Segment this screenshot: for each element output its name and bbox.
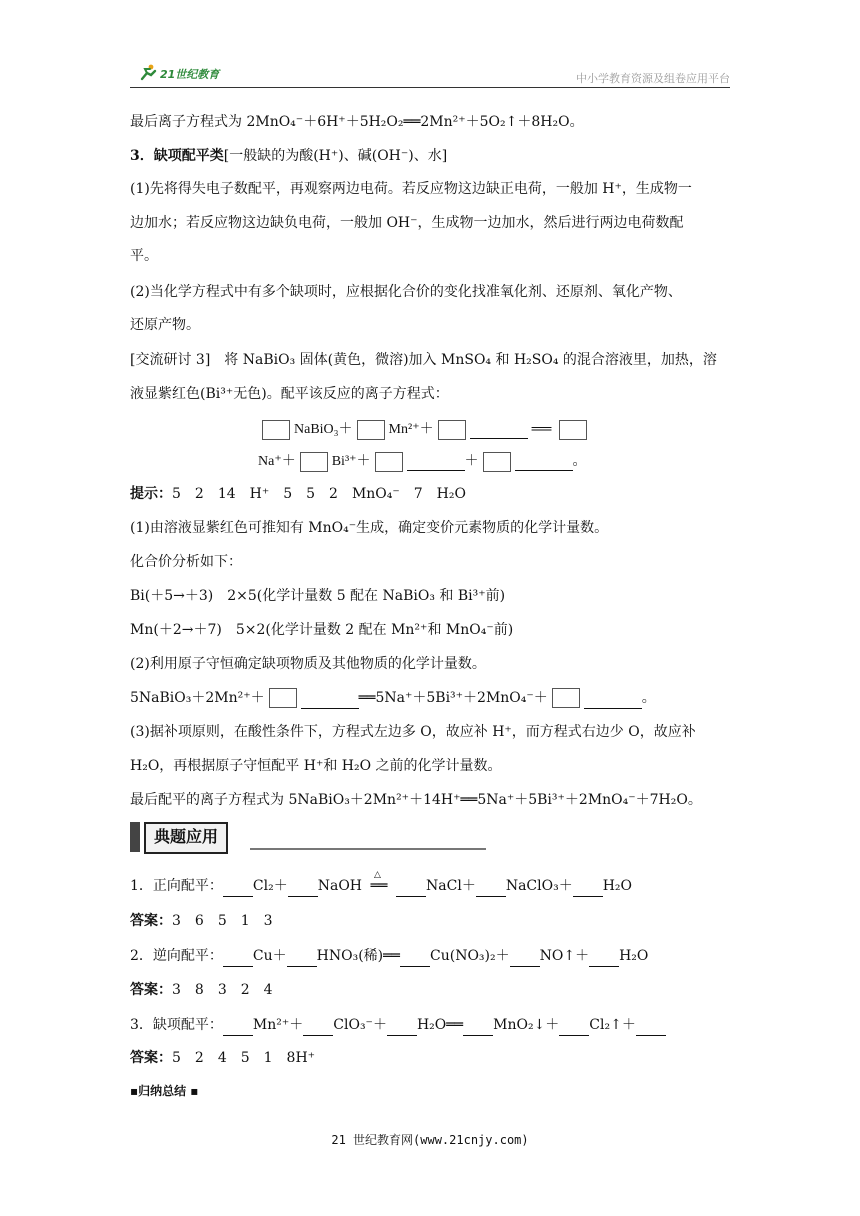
answer-text: 3 6 5 1 3	[172, 913, 273, 929]
exercise-3	[130, 1015, 734, 1036]
eq-term: Cu＋	[252, 948, 287, 964]
section-title: 典题应用	[144, 822, 228, 854]
answer-blank[interactable]	[396, 876, 426, 897]
answer-blank[interactable]	[223, 1015, 253, 1036]
analysis-4: Mn(＋2→＋7) 5×2(化学计量数 2 配在 Mn²⁺和 MnO₄⁻前)	[130, 622, 514, 638]
eq-term: Mn²⁺＋	[252, 1017, 304, 1033]
page-header	[130, 60, 730, 88]
coefficient-blank[interactable]	[262, 420, 290, 440]
paragraph-rule-2b: 还原产物。	[130, 317, 200, 333]
answer-blank[interactable]	[573, 876, 603, 897]
answer-blank[interactable]	[463, 1015, 493, 1036]
answer-text: 3 8 3 2 4	[172, 982, 273, 998]
eq-term: ＋	[464, 454, 479, 469]
eq-term: Cu(NO₃)₂＋	[430, 948, 510, 964]
eq-term: NaOH	[317, 878, 363, 894]
species-blank[interactable]	[301, 688, 359, 709]
analysis-7: (3)据补项原则，在酸性条件下，方程式左边多 O，故应补 H⁺，而方程式右边少 O，故应补	[130, 724, 696, 740]
species-blank[interactable]	[584, 688, 642, 709]
eq-term: H₂O══	[416, 1017, 464, 1033]
answer-3	[130, 1048, 734, 1068]
site-logo	[138, 64, 230, 82]
summary-heading: ▪归纳总结 ▪	[130, 1084, 199, 1098]
species-blank[interactable]	[515, 454, 573, 471]
species-blank[interactable]	[470, 422, 528, 439]
coefficient-blank[interactable]	[269, 688, 297, 708]
platform-name: 中小学教育资源及组卷应用平台	[576, 72, 730, 85]
eq-term: 。	[572, 454, 587, 469]
analysis-1: (1)由溶液显紫红色可推知有 MnO₄⁻生成，确定变价元素物质的化学计量数。	[130, 520, 609, 536]
answer-label: 答案：	[130, 913, 172, 929]
runner-logo-icon	[138, 64, 158, 82]
answer-blank[interactable]	[223, 946, 253, 967]
heat-mark: △	[374, 870, 381, 880]
eq-term: 。	[641, 690, 656, 706]
exercise-prefix: 1．正向配平：	[130, 878, 223, 894]
exercise-1	[130, 870, 734, 897]
analysis-2: 化合价分析如下：	[130, 554, 242, 570]
answer-label: 答案：	[130, 982, 172, 998]
logo-text: 21世纪教育	[160, 68, 220, 81]
answer-blank[interactable]	[223, 876, 253, 897]
eq-term: H₂O	[619, 948, 649, 964]
eq-term: Mn²⁺＋	[388, 422, 434, 437]
answer-label: 答案：	[130, 1050, 172, 1066]
coefficient-blank[interactable]	[300, 452, 328, 472]
heading-title: 3．缺项配平类	[130, 148, 224, 164]
paragraph-rule-1a: (1)先将得失电子数配平，再观察两边电荷。若反应物这边缺正电荷，一般加 H⁺，生成物一	[130, 181, 692, 197]
heading-note: [一般缺的为酸(H⁺)、碱(OH⁻)、水]	[223, 148, 448, 164]
answer-blank[interactable]	[288, 876, 318, 897]
exercise-prefix: 2．逆向配平：	[130, 948, 223, 964]
paragraph-final-equation-1: 最后离子方程式为 2MnO₄⁻＋6H⁺＋5H₂O₂══2Mn²⁺＋5O₂↑＋8H₂O。	[130, 114, 584, 130]
answer-blank[interactable]	[559, 1015, 589, 1036]
eq-term: Bi³⁺＋	[331, 454, 371, 469]
answer-blank[interactable]	[476, 876, 506, 897]
eq-term: MnO₂↓＋	[493, 1017, 560, 1033]
analysis-5: (2)利用原子守恒确定缺项物质及其他物质的化学计量数。	[130, 656, 486, 672]
eq-term: Cl₂＋	[252, 878, 288, 894]
exercise-prefix: 3．缺项配平：	[130, 1017, 223, 1033]
page-footer: 21 世纪教育网(www.21cnjy.com)	[331, 1133, 529, 1147]
eq-term: NaClO₃＋	[505, 878, 573, 894]
section-stripe	[130, 822, 140, 852]
coefficient-blank[interactable]	[438, 420, 466, 440]
exchange-study-3a: [交流研讨 3] 将 NaBiO₃ 固体(黄色，微溶)加入 MnSO₄ 和 H₂SO₄ 的混合溶液里，加热，溶	[130, 352, 717, 368]
exchange-study-3b: 液显紫红色(Bi³⁺无色)。配平该反应的离子方程式：	[130, 386, 449, 402]
hint-label: 提示：	[130, 486, 172, 502]
answer-blank[interactable]	[287, 946, 317, 967]
eq-term: Cl₂↑＋	[589, 1017, 636, 1033]
eq-term: NO↑＋	[539, 948, 590, 964]
eq-term: ══5Na⁺＋5Bi³⁺＋2MnO₄⁻＋	[358, 690, 548, 706]
eq-term: ClO₃⁻＋	[333, 1017, 387, 1033]
eq-term: Na⁺＋	[258, 454, 296, 469]
eq-term: HNO₃(稀)══	[316, 948, 400, 964]
coefficient-blank[interactable]	[552, 688, 580, 708]
answer-blank[interactable]	[303, 1015, 333, 1036]
coefficient-blank[interactable]	[559, 420, 587, 440]
analysis-6	[130, 688, 734, 709]
answer-1	[130, 911, 734, 931]
eq-term: NaCl＋	[426, 878, 476, 894]
analysis-9: 最后配平的离子方程式为 5NaBiO₃＋2Mn²⁺＋14H⁺══5Na⁺＋5Bi³⁺＋2MnO₄⁻＋7H₂O。	[130, 792, 702, 808]
answer-blank[interactable]	[387, 1015, 417, 1036]
analysis-8: H₂O，再根据原子守恒配平 H⁺和 H₂O 之前的化学计量数。	[130, 758, 502, 774]
paragraph-rule-2a: (2)当化学方程式中有多个缺项时，应根据化合价的变化找准氧化剂、还原剂、氧化产物、	[130, 284, 682, 300]
hint-text: 5 2 14 H⁺ 5 5 2 MnO₄⁻ 7 H₂O	[172, 486, 466, 502]
header-divider	[130, 87, 730, 88]
species-blank[interactable]	[407, 454, 465, 471]
answer-blank[interactable]	[589, 946, 619, 967]
heat-arrow	[362, 870, 396, 896]
section-rule	[250, 848, 486, 850]
eq-arrow: ══	[370, 878, 388, 894]
coefficient-blank[interactable]	[357, 420, 385, 440]
answer-blank[interactable]	[400, 946, 430, 967]
section-heading-3	[130, 146, 734, 166]
equation-template-row-2	[258, 450, 587, 472]
exercise-2	[130, 946, 734, 967]
answer-2	[130, 980, 734, 1000]
analysis-3: Bi(＋5→＋3) 2×5(化学计量数 5 配在 NaBiO₃ 和 Bi³⁺前)	[130, 588, 506, 604]
answer-blank[interactable]	[636, 1015, 666, 1036]
eq-term: 5NaBiO₃＋2Mn²⁺＋	[130, 690, 265, 706]
answer-blank[interactable]	[510, 946, 540, 967]
answer-text: 5 2 4 5 1 8H⁺	[172, 1050, 316, 1066]
paragraph-rule-1c: 平。	[130, 248, 158, 264]
equation-template-row-1	[258, 418, 591, 440]
coefficient-blank[interactable]	[375, 452, 403, 472]
eq-arrow: ══	[531, 422, 552, 437]
paragraph-rule-1b: 边加水；若反应物这边缺负电荷，一般加 OH⁻，生成物一边加水，然后进行两边电荷数配	[130, 215, 684, 231]
hint-line	[130, 484, 734, 504]
section-banner	[130, 822, 486, 856]
eq-term: NaBiO₃＋	[294, 422, 353, 437]
coefficient-blank[interactable]	[483, 452, 511, 472]
eq-term: H₂O	[602, 878, 633, 894]
